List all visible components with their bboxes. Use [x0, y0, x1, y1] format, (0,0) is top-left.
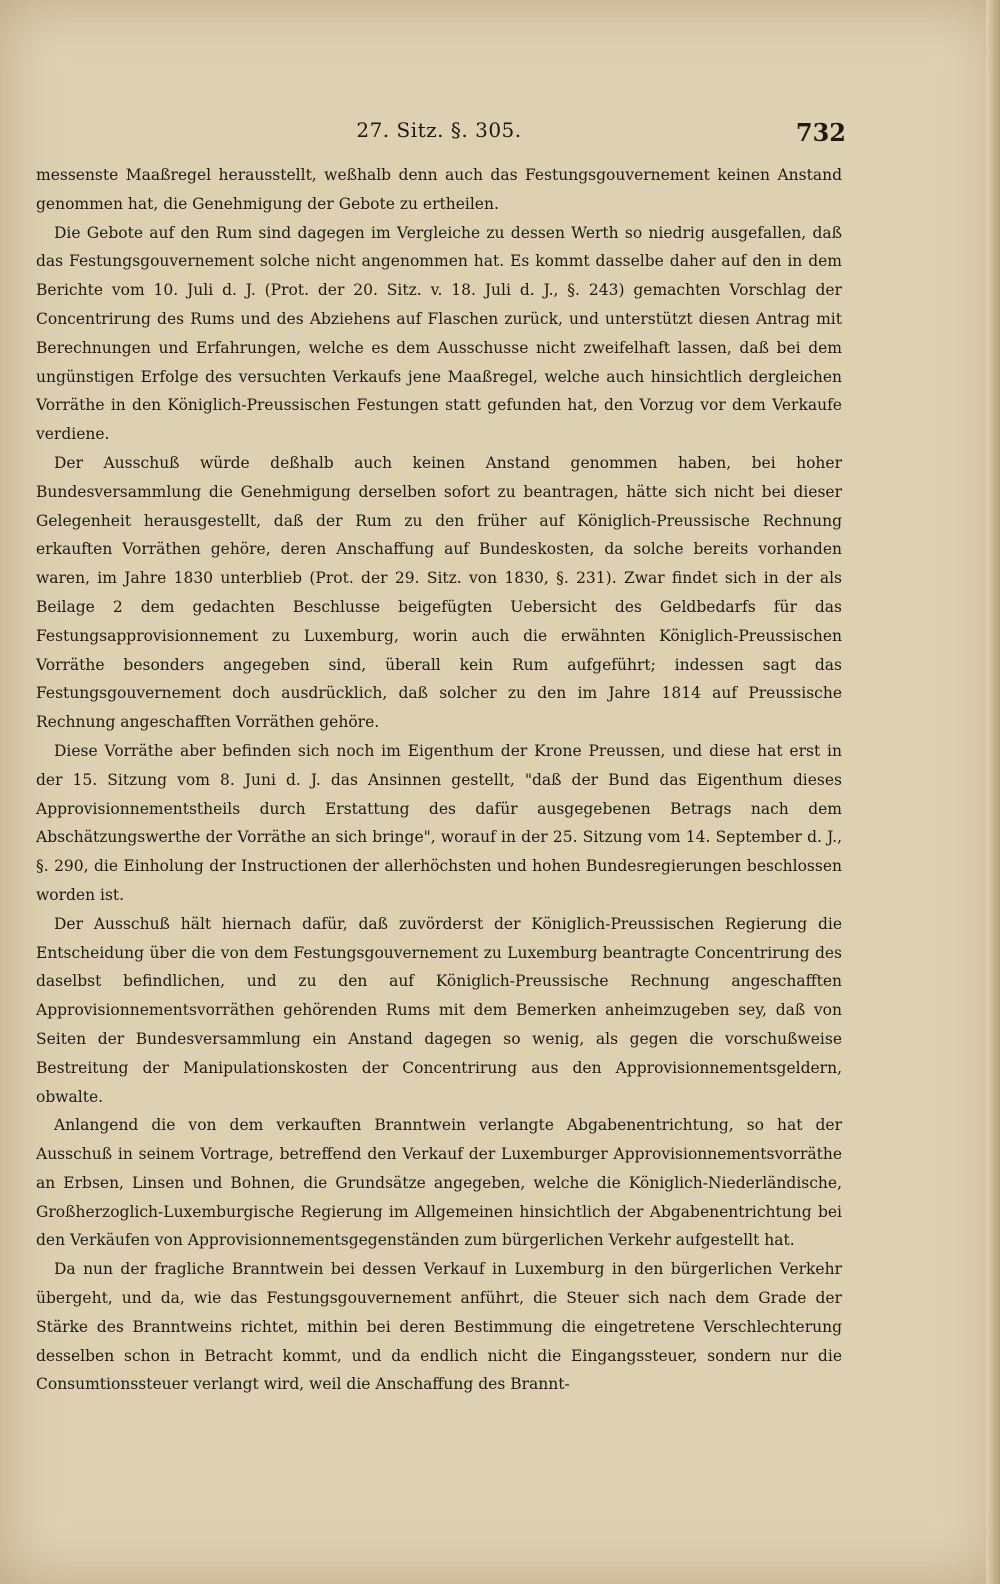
paragraph-tax-payment: Anlangend die von dem verkauften Branntwein verlangte Abgabenentrichtung, so hat der Ausschuß in seinem Vortrage, betreffend den Verkauf der Luxemburger Approvisionnementsvorräthe an Erbsen, Linsen und Bohnen, die Grundsätze angegeben, welche die Königlich-Niederländische, Großherzoglich-Luxemburgische Regierung im Allgemeinen hinsichtlich der Abgabenentrichtung bei den Verkäufen von Approvisionnementsgegenständen zum bürgerlichen Verkehr aufgestellt hat. [36, 1116, 842, 1250]
paragraph-committee-opinion: Der Ausschuß hält hiernach dafür, daß zuvörderst der Königlich-Preussischen Regierung die Entscheidung über die von dem Festungsgouvernement zu Luxemburg beantragte Concentrirung des daselbst befindlichen, und zu den auf Königlich-Preussische Rechnung angeschafften Approvisionnementsvorräthen gehörenden Rums mit dem Bemerken anheimzugeben sey, daß von Seiten der Bundesversammlung ein Anstand dagegen so wenig, als gegen die vorschußweise Bestreitung der Manipulationskosten der Concentrirung aus den Approvisionnementsgeldern, obwalte. [36, 914, 842, 1106]
paragraph-prussian-stores: Diese Vorräthe aber befinden sich noch im Eigenthum der Krone Preussen, und diese hat erst in der 15. Sitzung vom 8. Juni d. J. das Ansinnen gestellt, "daß der Bund das Eigenthum dieses Approvisionnementstheils durch Erstattung des dafür ausgegebenen Betrags nach dem Abschätzungswerthe der Vorräthe an sich bringe", worauf in der 25. Sitzung vom 14. September d. J., §. 290, die Einholung der Instructionen der allerhöchsten und hohen Bundesregierungen beschlossen worden ist. [36, 741, 842, 904]
paragraph-rum-offers: Die Gebote auf den Rum sind dagegen im Vergleiche zu dessen Werth so niedrig ausgefallen, daß das Festungsgouvernement solche nicht angenommen hat. Es kommt dasselbe daher auf den in dem Berichte vom 10. Juli d. J. (Prot. der 20. Sitz. v. 18. Juli d. J., §. 243) gemachten Vorschlag der Concentrirung des Rums und des Abziehens auf Flaschen zurück, und unterstützt diesen Antrag mit Berechnungen und Erfahrungen, welche es dem Ausschusse nicht zweifelhaft lassen, daß bei dem ungünstigen Erfolge des versuchten Verkaufs jene Maaßregel, welche auch hinsichtlich dergleichen Vorräthe in den Königlich-Preussischen Festungen statt gefunden hat, den Vorzug vor dem Verkaufe verdiene. [36, 223, 842, 444]
paragraph-brandy-sale: Da nun der fragliche Branntwein bei dessen Verkauf in Luxemburg in den bürgerlichen Verkehr übergeht, und da, wie das Festungsgouvernement anführt, die Steuer sich nach dem Grade der Stärke des Branntweins richtet, mithin bei deren Bestimmung die eingetretene Verschlechterung desselben schon in Betracht kommt, und da endlich nicht die Eingangssteuer, sondern nur die Consumtionssteuer verlangt wird, weil die Anschaffung des Brannt- [36, 1260, 842, 1394]
page-gutter-shadow [986, 0, 1000, 1584]
body-text [36, 161, 842, 1399]
paragraph-continuation: messenste Maaßregel herausstellt, weßhalb denn auch das Festungsgouvernement keinen Anstand genommen hat, die Genehmigung der Gebote zu ertheilen. [36, 166, 842, 213]
page-number: 732 [795, 118, 846, 147]
page-header [36, 118, 846, 152]
paragraph-committee-approval: Der Ausschuß würde deßhalb auch keinen Anstand genommen haben, bei hoher Bundesversammlung die Genehmigung derselben sofort zu beantragen, hätte sich nicht bei dieser Gelegenheit herausgestellt, daß der Rum zu den früher auf Königlich-Preussische Rechnung erkauften Vorräthen gehöre, deren Anschaffung auf Bundeskosten, da solche bereits vorhanden waren, im Jahre 1830 unterblieb (Prot. der 29. Sitz. von 1830, §. 231). Zwar findet sich in der als Beilage 2 dem gedachten Beschlusse beigefügten Uebersicht des Geldbedarfs für das Festungsapprovisionnement zu Luxemburg, worin auch die erwähnten Königlich-Preussischen Vorräthe besonders angegeben sind, überall kein Rum aufgeführt; indessen sagt das Festungsgouvernement doch ausdrücklich, daß solcher zu den im Jahre 1814 auf Preussische Rechnung angeschafften Vorräthen gehöre. [36, 453, 842, 732]
running-head: 27. Sitz. §. 305. [356, 118, 522, 142]
